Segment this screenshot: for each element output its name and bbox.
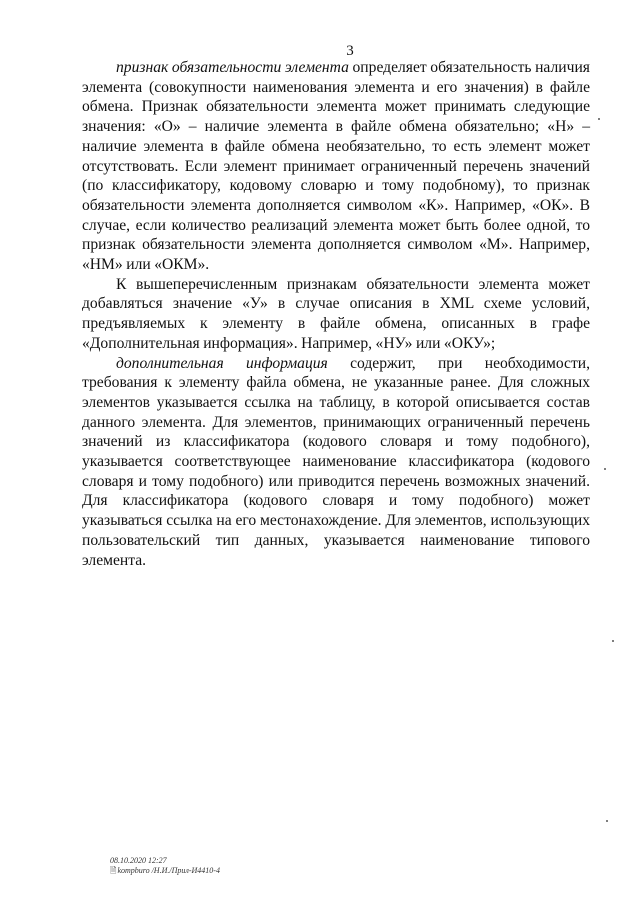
- term-mandatory-flag: признак обязательности элемента: [116, 59, 349, 76]
- footer-path: kompburo /Н.И./Прил-И4410-4: [117, 866, 220, 875]
- paragraph-mandatory-flag: [82, 58, 590, 275]
- document-body: [82, 58, 590, 570]
- scan-speck: [612, 640, 614, 642]
- paragraph-conditional-flag: [82, 275, 590, 354]
- paragraph-additional-info: [82, 354, 590, 571]
- footer-date: 08.10.2020 12:27: [110, 856, 167, 865]
- document-footer: [110, 856, 220, 876]
- footer-path-line: [110, 866, 220, 876]
- scan-speck: [598, 118, 600, 120]
- paragraph-text: К вышеперечисленным признакам обязательности элемента может добавляться значение «У» в случае описания в XML схеме условий, предъявляемых к элементу в файле обмена, описанных в графе «Дополнительная информация». Например, «НУ» или «ОКУ»;: [82, 275, 590, 352]
- page-number: 3: [346, 43, 354, 59]
- paragraph-text: определяет обязательность наличия элемента (совокупности наименования элемента и его значения) в файле обмена. Признак обязательности элемента может принимать следующие значения: «О» – наличие элемента в файле обмена обязательно; «Н» – наличие элемента в файле обмена необязательно, то есть элемент может отсутствовать. Если элемент принимает ограниченный перечень значений (по классификатору, кодовому словарю и тому подобному), то признак обязательности элемента дополняется символом «К». Например, «ОК». В случае, если количество реализаций элемента может быть более одной, то признак обязательности элемента дополняется символом «М». Например, «НМ» или «ОКМ».: [82, 59, 590, 274]
- scan-speck: [604, 468, 606, 470]
- document-icon: 🗎: [110, 866, 117, 875]
- paragraph-text: содержит, при необходимости, требования к элементу файла обмена, не указанные ранее. Для сложных элементов указывается ссылка на таблицу, в которой описывается состав данного элемента. Для элементов, принимающих ограниченный перечень значений из классификатора (кодового словаря и тому подобного), указывается соответствующее наименование классификатора (кодового словаря и тому подобного) или приводится перечень возможных значений. Для классификатора (кодового словаря и тому подобного) может указываться ссылка на его местонахождение. Для элементов, использующих пользовательский тип данных, указывается наименование типового элемента.: [82, 354, 591, 569]
- scan-speck: [606, 820, 608, 822]
- term-additional-info: дополнительная информация: [116, 354, 328, 372]
